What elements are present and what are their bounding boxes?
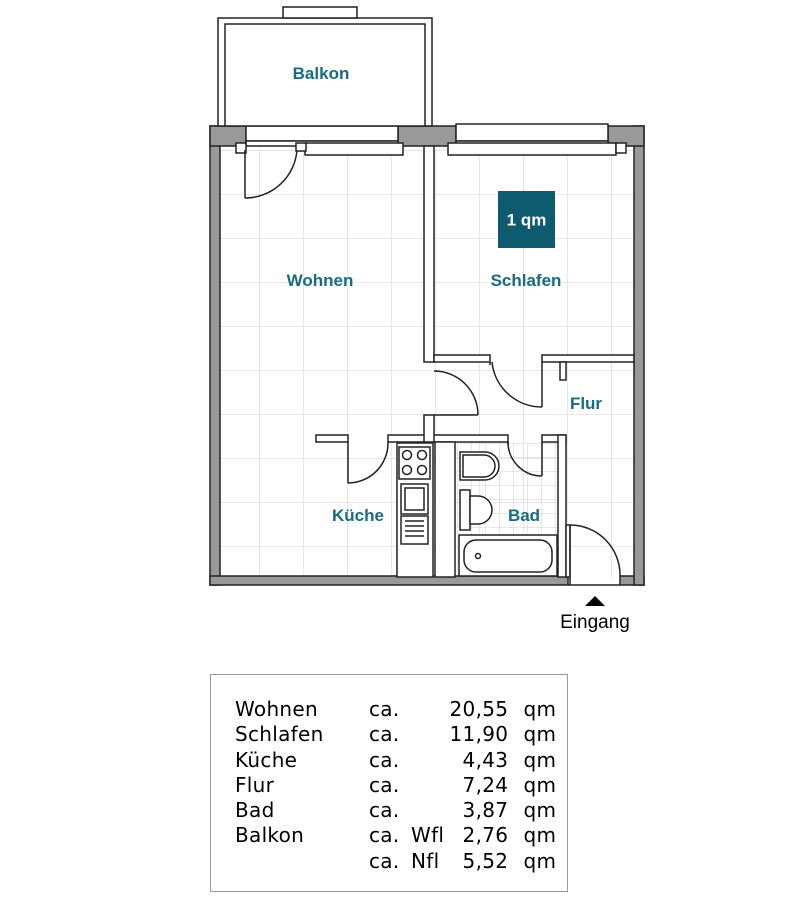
area-approx: ca. — [369, 747, 400, 772]
area-value: 3,87 — [462, 798, 509, 823]
bathtub-icon — [459, 535, 557, 576]
area-approx: ca. — [369, 848, 400, 873]
area-unit: qm — [523, 697, 557, 721]
area-row — [235, 823, 556, 848]
area-table — [210, 674, 568, 892]
area-unit: qm — [523, 848, 557, 873]
area-approx: ca. — [369, 772, 400, 797]
area-row — [235, 748, 556, 773]
area-approx: ca. — [369, 798, 400, 823]
area-approx: ca. — [369, 823, 400, 848]
area-unit: qm — [523, 823, 557, 848]
area-value: 11,90 — [449, 722, 509, 747]
area-unit: qm — [523, 722, 557, 747]
area-type — [411, 748, 444, 773]
area-value: 7,24 — [462, 772, 509, 797]
area-type — [411, 722, 444, 747]
washbasin-icon — [460, 452, 499, 480]
one-sqm-marker — [498, 191, 555, 248]
room-label-kueche: Küche — [332, 506, 384, 525]
area-row — [235, 697, 556, 722]
area-row — [235, 849, 556, 874]
entrance-marker — [560, 596, 630, 633]
room-label-balkon: Balkon — [292, 64, 350, 83]
area-list — [235, 697, 556, 874]
kitchen-fixtures — [397, 443, 433, 577]
area-unit: qm — [523, 798, 557, 823]
area-room: Flur — [235, 772, 275, 797]
area-row — [235, 773, 556, 798]
area-type: Nfl — [411, 848, 440, 873]
area-row — [235, 798, 556, 823]
entrance-label: Eingang — [560, 612, 630, 633]
area-room: Schlafen — [235, 722, 324, 747]
room-label-flur: Flur — [569, 394, 603, 413]
room-label-wohnen: Wohnen — [286, 271, 354, 290]
area-row — [235, 722, 556, 747]
area-approx: ca. — [369, 697, 400, 721]
area-room: Wohnen — [235, 697, 318, 721]
area-type — [411, 697, 444, 722]
area-type — [411, 798, 444, 823]
area-value: 2,76 — [462, 823, 509, 848]
sink-icon — [401, 484, 428, 544]
one-sqm-label: 1 qm — [506, 210, 547, 230]
area-unit: qm — [523, 747, 557, 772]
area-room: Küche — [235, 747, 298, 772]
area-value: 4,43 — [462, 747, 509, 772]
area-value: 20,55 — [449, 697, 509, 721]
area-type — [411, 773, 444, 798]
area-value: 5,52 — [462, 848, 509, 873]
area-room: Bad — [235, 798, 275, 823]
room-label-schlafen: Schlafen — [490, 271, 562, 290]
area-approx: ca. — [369, 722, 400, 747]
area-room — [235, 849, 369, 874]
area-unit: qm — [523, 772, 557, 797]
area-room: Balkon — [235, 823, 305, 848]
entrance-arrow-icon — [585, 596, 605, 606]
stove-icon — [399, 447, 430, 479]
area-type: Wfl — [411, 823, 445, 848]
room-label-bad: Bad — [507, 506, 541, 525]
